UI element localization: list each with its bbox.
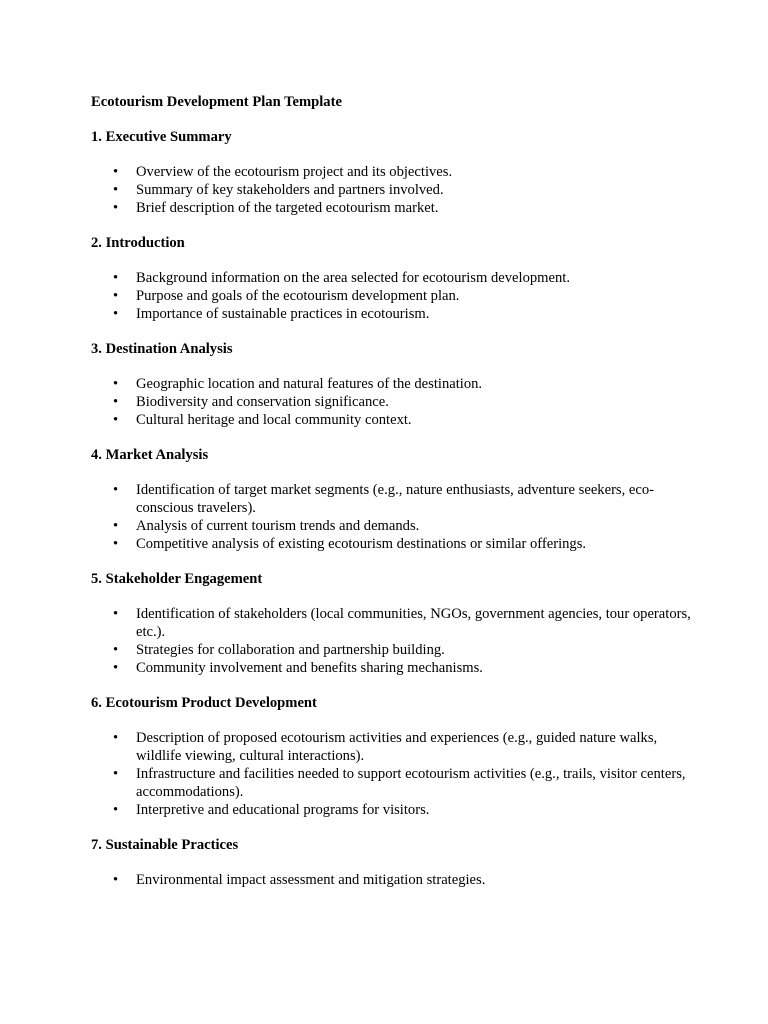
bullet-icon: • [113, 660, 119, 676]
list-item [91, 199, 691, 217]
list-item-text: Environmental impact assessment and mitigation strategies. [136, 872, 486, 888]
section-stakeholder-engagement [91, 570, 691, 677]
list-item-text: Identification of target market segments (e.g., nature enthusiasts, adventure seekers, eco-conscious travelers). [136, 482, 655, 516]
section-heading: 7. Sustainable Practices [91, 837, 239, 853]
list-item [91, 659, 691, 677]
section-product-development [91, 694, 691, 819]
bullet-icon: • [113, 766, 119, 782]
bullet-icon: • [113, 642, 119, 658]
bullet-icon: • [113, 182, 119, 198]
list-item [91, 181, 691, 199]
section-introduction [91, 234, 691, 323]
list-item [91, 765, 691, 801]
list-item-text: Purpose and goals of the ecotourism development plan. [136, 288, 460, 304]
bullet-list [91, 375, 691, 429]
list-item [91, 163, 691, 181]
list-item [91, 605, 691, 641]
bullet-list [91, 729, 691, 819]
list-item [91, 481, 691, 517]
bullet-list [91, 269, 691, 323]
document-page [91, 93, 691, 906]
list-item-text: Summary of key stakeholders and partners involved. [136, 182, 444, 198]
bullet-list [91, 163, 691, 217]
section-heading: 2. Introduction [91, 235, 185, 251]
list-item [91, 411, 691, 429]
bullet-icon: • [113, 394, 119, 410]
bullet-icon: • [113, 270, 119, 286]
section-executive-summary [91, 128, 691, 217]
list-item [91, 641, 691, 659]
list-item [91, 517, 691, 535]
bullet-icon: • [113, 606, 119, 622]
bullet-list [91, 481, 691, 553]
section-heading: 3. Destination Analysis [91, 341, 233, 357]
bullet-icon: • [113, 536, 119, 552]
list-item [91, 871, 691, 889]
section-heading: 6. Ecotourism Product Development [91, 695, 317, 711]
bullet-icon: • [113, 376, 119, 392]
list-item-text: Background information on the area selected for ecotourism development. [136, 270, 571, 286]
bullet-icon: • [113, 802, 119, 818]
list-item-text: Geographic location and natural features of the destination. [136, 376, 483, 392]
section-heading: 1. Executive Summary [91, 129, 232, 145]
bullet-icon: • [113, 412, 119, 428]
section-heading: 5. Stakeholder Engagement [91, 571, 263, 587]
bullet-icon: • [113, 306, 119, 322]
list-item [91, 269, 691, 287]
bullet-icon: • [113, 288, 119, 304]
list-item-text: Competitive analysis of existing ecotourism destinations or similar offerings. [136, 536, 587, 552]
list-item-text: Infrastructure and facilities needed to support ecotourism activities (e.g., trails, visitor centers, accommodations). [136, 766, 686, 800]
list-item-text: Strategies for collaboration and partnership building. [136, 642, 445, 658]
list-item-text: Community involvement and benefits sharing mechanisms. [136, 660, 483, 676]
list-item [91, 375, 691, 393]
bullet-icon: • [113, 200, 119, 216]
section-heading: 4. Market Analysis [91, 447, 209, 463]
list-item-text: Importance of sustainable practices in ecotourism. [136, 306, 430, 322]
list-item-text: Identification of stakeholders (local communities, NGOs, government agencies, tour operators, etc.). [136, 606, 691, 640]
list-item-text: Overview of the ecotourism project and its objectives. [136, 164, 453, 180]
bullet-icon: • [113, 518, 119, 534]
list-item-text: Description of proposed ecotourism activities and experiences (e.g., guided nature walks, wildlife viewing, cultural interactions). [136, 730, 658, 764]
list-item-text: Brief description of the targeted ecotourism market. [136, 200, 439, 216]
section-destination-analysis [91, 340, 691, 429]
list-item-text: Biodiversity and conservation significance. [136, 394, 389, 410]
bullet-list [91, 871, 691, 889]
list-item [91, 305, 691, 323]
list-item [91, 393, 691, 411]
bullet-icon: • [113, 730, 119, 746]
list-item [91, 801, 691, 819]
section-sustainable-practices [91, 836, 691, 889]
list-item-text: Cultural heritage and local community context. [136, 412, 412, 428]
section-market-analysis [91, 446, 691, 553]
list-item-text: Analysis of current tourism trends and demands. [136, 518, 420, 534]
list-item [91, 287, 691, 305]
bullet-icon: • [113, 872, 119, 888]
list-item [91, 535, 691, 553]
list-item [91, 729, 691, 765]
bullet-list [91, 605, 691, 677]
bullet-icon: • [113, 164, 119, 180]
document-title: Ecotourism Development Plan Template [91, 94, 342, 110]
bullet-icon: • [113, 482, 119, 498]
list-item-text: Interpretive and educational programs for visitors. [136, 802, 430, 818]
